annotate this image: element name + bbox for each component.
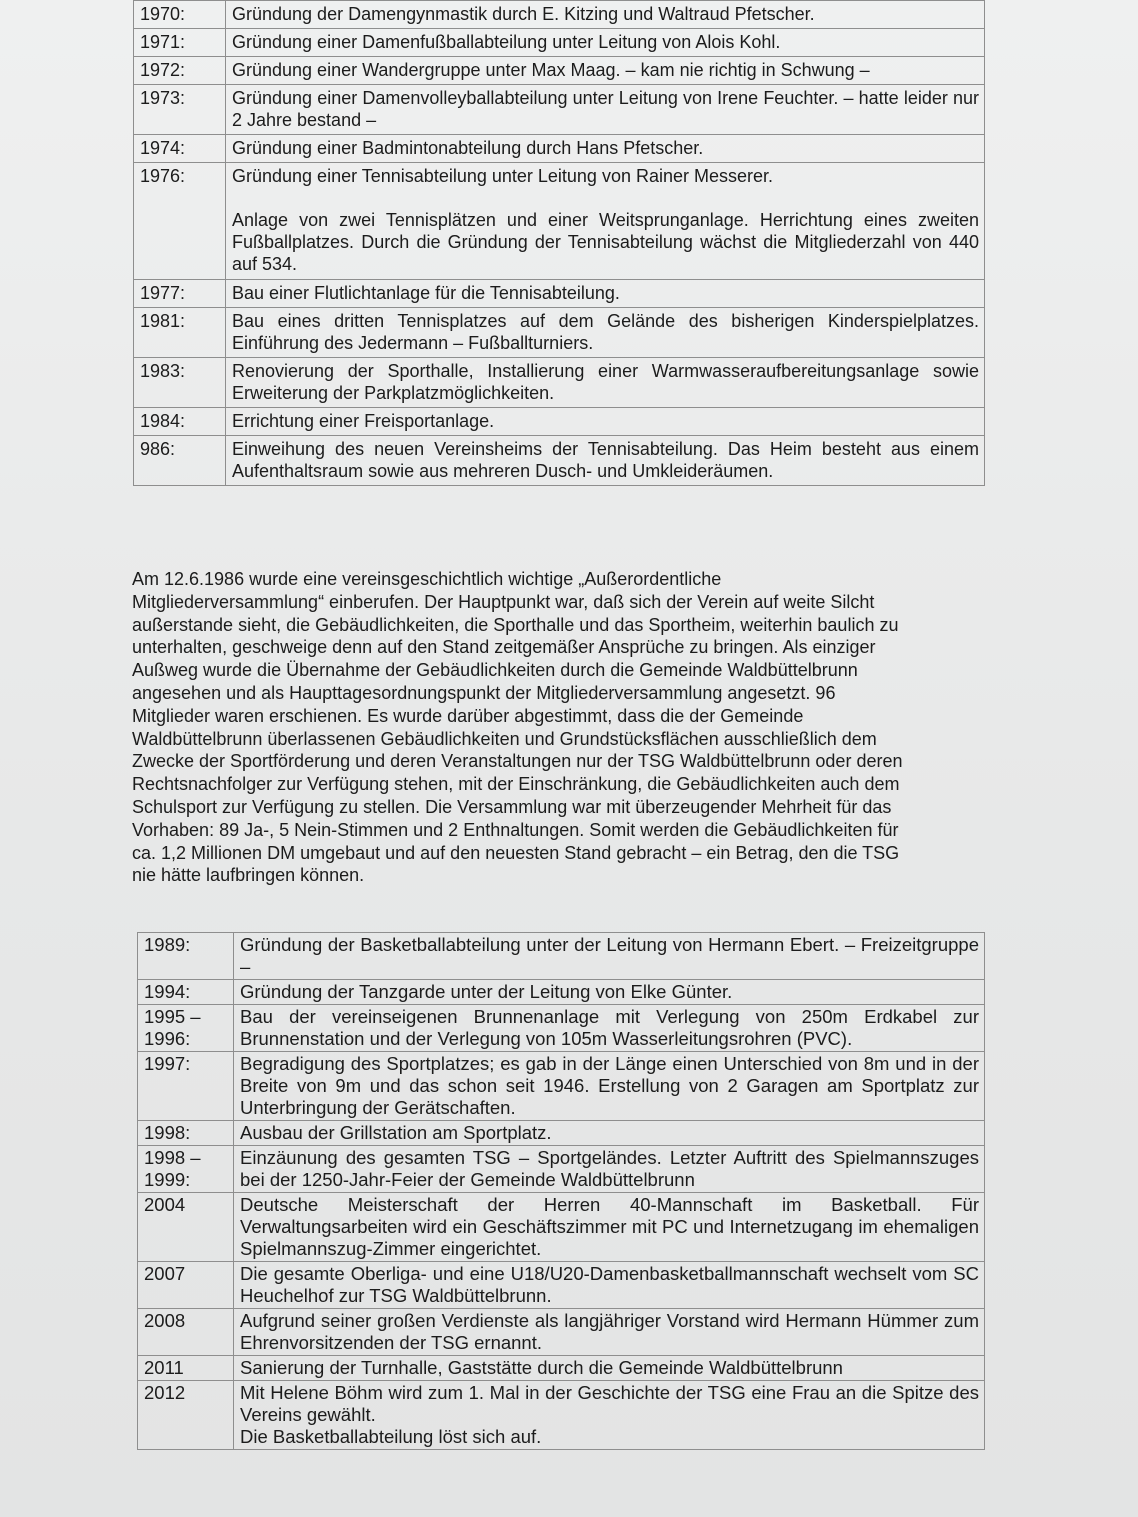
year-cell: 1989:	[138, 933, 234, 980]
year-cell: 986:	[134, 436, 226, 486]
event-cell: Die gesamte Oberliga- und eine U18/U20-Damenbasketballmannschaft wechselt vom SC Heuchelhof zur TSG Waldbüttelbrunn.	[234, 1262, 985, 1309]
year-cell: 2011	[138, 1356, 234, 1381]
event-cell: Bau der vereinseigenen Brunnenanlage mit Verlegung von 250m Erdkabel zur Brunnenstation und der Verlegung von 105m Wasserleitungsrohren (PVC).	[234, 1005, 985, 1052]
event-cell: Errichtung einer Freisportanlage.	[226, 408, 985, 436]
year-cell: 2007	[138, 1262, 234, 1309]
event-cell: Deutsche Meisterschaft der Herren 40-Mannschaft im Basketball. Für Verwaltungsarbeiten wird ein Geschäftszimmer mit PC und Internetzugang im ehemaligen Spielmannszug-Zimmer eingerichtet.	[234, 1193, 985, 1262]
table-row	[138, 980, 985, 1005]
table-row	[134, 163, 985, 280]
year-cell: 1977:	[134, 280, 226, 308]
event-cell: Einzäunung des gesamten TSG – Sportgeländes. Letzter Auftritt des Spielmannszuges bei der 1250-Jahr-Feier der Gemeinde Waldbüttelbrunn	[234, 1146, 985, 1193]
year-cell: 1972:	[134, 57, 226, 85]
year-cell: 1983:	[134, 358, 226, 408]
year-cell: 1971:	[134, 29, 226, 57]
table-row	[138, 1193, 985, 1262]
table-row	[134, 57, 985, 85]
event-cell: Gründung einer Damenvolleyballabteilung unter Leitung von Irene Feuchter. – hatte leider nur 2 Jahre bestand –	[226, 85, 985, 135]
event-cell: Begradigung des Sportplatzes; es gab in der Länge einen Unterschied von 8m und in der Breite von 9m und das schon seit 1946. Erstellung von 2 Garagen am Sportplatz zur Unterbringung der Gerätschaften.	[234, 1052, 985, 1121]
table-row	[138, 1356, 985, 1381]
table-row	[134, 135, 985, 163]
year-cell: 2008	[138, 1309, 234, 1356]
event-cell: Gründung einer Damenfußballabteilung unter Leitung von Alois Kohl.	[226, 29, 985, 57]
table-row	[134, 436, 985, 486]
year-cell: 1995 – 1996:	[138, 1005, 234, 1052]
year-cell: 2012	[138, 1381, 234, 1450]
year-cell: 1994:	[138, 980, 234, 1005]
event-cell: Gründung der Damengynmastik durch E. Kitzing und Waltraud Pfetscher.	[226, 1, 985, 29]
event-cell: Aufgrund seiner großen Verdienste als langjähriger Vorstand wird Hermann Hümmer zum Ehrenvorsitzenden der TSG ernannt.	[234, 1309, 985, 1356]
event-cell: Mit Helene Böhm wird zum 1. Mal in der Geschichte der TSG eine Frau an die Spitze des Vereins gewählt. Die Basketballabteilung löst sich auf.	[234, 1381, 985, 1450]
table-row	[138, 1146, 985, 1193]
event-cell: Bau einer Flutlichtanlage für die Tennisabteilung.	[226, 280, 985, 308]
table-row	[134, 85, 985, 135]
year-cell: 1997:	[138, 1052, 234, 1121]
table-row	[138, 1309, 985, 1356]
assembly-paragraph: Am 12.6.1986 wurde eine vereinsgeschichtlich wichtige „Außerordentliche Mitgliederversammlung“ einberufen. Der Hauptpunkt war, daß sich der Verein auf weite Silcht außerstande sieht, die Gebäudlichkeiten, die Sporthalle und das Sportheim, weiterhin baulich zu unterhalten, geschweige denn auf den Stand zeitgemäßer Ansprüche zu bringen. Als einziger Außweg wurde die Übernahme der Gebäudlichkeiten durch die Gemeinde Waldbüttelbrunn angesehen und als Haupttagesordnungspunkt der Mitgliederversammlung angesetzt. 96 Mitglieder waren erschienen. Es wurde darüber abgestimmt, dass die der Gemeinde Waldbüttelbrunn überlassenen Gebäudlichkeiten und Grundstücksflächen ausschließlich dem Zwecke der Sportförderung und deren Veranstaltungen nur der TSG Waldbüttelbrunn oder deren Rechtsnachfolger zur Verfügung stehen, mit der Einschränkung, die Gebäudlichkeiten auch dem Schulsport zur Verfügung zu stellen. Die Versammlung war mit überzeugender Mehrheit für das Vorhaben: 89 Ja-, 5 Nein-Stimmen und 2 Enthnaltungen. Somit werden die Gebäudlichkeiten für ca. 1,2 Millionen DM umgebaut und auf den neuesten Stand gebracht – ein Betrag, den die TSG nie hätte laufbringen können.	[132, 569, 903, 886]
event-cell: Ausbau der Grillstation am Sportplatz.	[234, 1121, 985, 1146]
year-cell: 1984:	[134, 408, 226, 436]
event-cell: Gründung einer Badmintonabteilung durch Hans Pfetscher.	[226, 135, 985, 163]
chronicle-table-bottom	[137, 932, 985, 1450]
year-cell: 1970:	[134, 1, 226, 29]
table-row	[138, 1052, 985, 1121]
event-cell: Gründung einer Wandergruppe unter Max Maag. – kam nie richtig in Schwung –	[226, 57, 985, 85]
event-cell: Gründung der Basketballabteilung unter der Leitung von Hermann Ebert. – Freizeitgruppe –	[234, 933, 985, 980]
event-cell: Gründung einer Tennisabteilung unter Leitung von Rainer Messerer. Anlage von zwei Tennisplätzen und einer Weitsprunganlage. Herrichtung eines zweiten Fußballplatzes. Durch die Gründung der Tennisabteilung wächst die Mitgliederzahl von 440 auf 534.	[226, 163, 985, 280]
year-cell: 2004	[138, 1193, 234, 1262]
event-cell: Renovierung der Sporthalle, Installierung einer Warmwasseraufbereitungsanlage sowie Erweiterung der Parkplatzmöglichkeiten.	[226, 358, 985, 408]
year-cell: 1976:	[134, 163, 226, 280]
year-cell: 1998:	[138, 1121, 234, 1146]
table-row	[138, 1005, 985, 1052]
table-row	[134, 280, 985, 308]
event-cell: Bau eines dritten Tennisplatzes auf dem Gelände des bisherigen Kinderspielplatzes. Einführung des Jedermann – Fußballturniers.	[226, 308, 985, 358]
event-cell: Einweihung des neuen Vereinsheims der Tennisabteilung. Das Heim besteht aus einem Aufenthaltsraum sowie aus mehreren Dusch- und Umkleideräumen.	[226, 436, 985, 486]
table-row	[138, 1121, 985, 1146]
table-row	[138, 1262, 985, 1309]
year-cell: 1998 – 1999:	[138, 1146, 234, 1193]
table-row	[134, 29, 985, 57]
table-row	[134, 358, 985, 408]
table-row	[138, 1381, 985, 1450]
event-cell: Gründung der Tanzgarde unter der Leitung von Elke Günter.	[234, 980, 985, 1005]
year-cell: 1974:	[134, 135, 226, 163]
chronicle-table-top	[133, 0, 985, 486]
year-cell: 1973:	[134, 85, 226, 135]
table-row	[134, 408, 985, 436]
table-row	[134, 1, 985, 29]
table-row	[134, 308, 985, 358]
year-cell: 1981:	[134, 308, 226, 358]
table-row	[138, 933, 985, 980]
event-cell: Sanierung der Turnhalle, Gaststätte durch die Gemeinde Waldbüttelbrunn	[234, 1356, 985, 1381]
